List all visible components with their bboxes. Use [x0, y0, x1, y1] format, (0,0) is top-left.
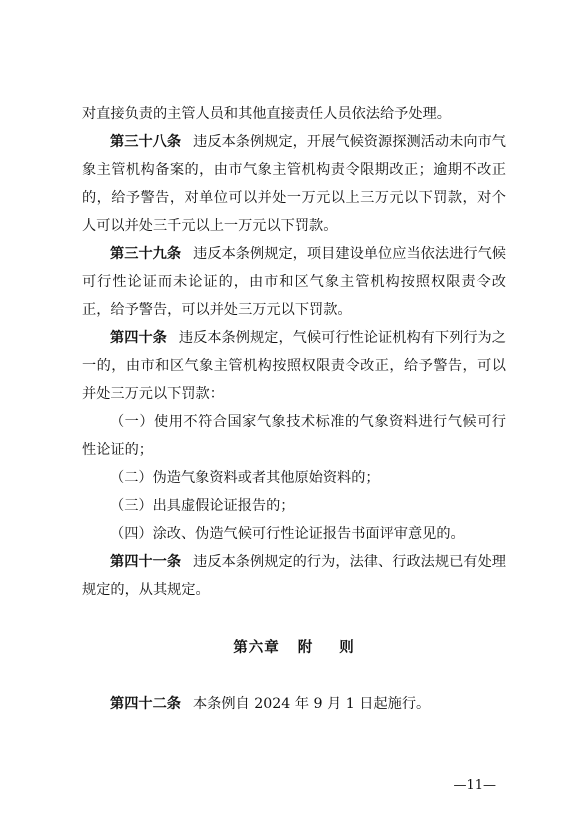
list-item-text: （一）使用不符合国家气象技术标准的气象资料进行气候可行性论证的； [82, 414, 506, 458]
article-40-item-2 [82, 464, 506, 492]
article-text: 违反本条例规定，项目建设单位应当依法进行气候可行性论证而未论证的，由市和区气象主管机构按照权限责令改正，给予警告，可以并处三万元以下罚款。 [82, 246, 506, 318]
article-text: 违反本条例规定的行为，法律、行政法规已有处理规定的，从其规定。 [82, 554, 506, 598]
article-number: 第四十二条 [110, 696, 181, 712]
chapter-heading [82, 634, 506, 662]
article-42 [82, 690, 506, 718]
article-40-item-3 [82, 492, 506, 520]
article-number: 第四十一条 [110, 554, 182, 570]
page-number: —11— [453, 778, 496, 793]
article-text: 违反本条例规定，开展气候资源探测活动未向市气象主管机构备案的，由市气象主管机构责令限期改正；逾期不改正的，给予警告，对单位可以并处一万元以上三万元以下罚款，对个人可以并处三千元以上一万元以下罚款。 [82, 134, 506, 234]
article-number: 第三十八条 [110, 134, 182, 150]
article-38 [82, 128, 506, 240]
document-page [82, 100, 506, 718]
article-40-item-4 [82, 520, 506, 548]
list-item-text: （二）伪造气象资料或者其他原始资料的； [110, 470, 380, 486]
chapter-title-part: 附 [297, 640, 314, 656]
article-number: 第四十条 [110, 330, 167, 346]
list-item-text: （四）涂改、伪造气候可行性论证报告书面评审意见的。 [110, 526, 465, 542]
article-number: 第三十九条 [110, 246, 182, 262]
article-39 [82, 240, 506, 324]
article-text: 本条例自 2024 年 9 月 1 日起施行。 [192, 696, 431, 712]
chapter-title-part: 则 [339, 640, 355, 656]
chapter-number: 第六章 [233, 640, 280, 656]
article-40-item-1 [82, 408, 506, 464]
article-40 [82, 324, 506, 408]
paragraph-text: 对直接负责的主管人员和其他直接责任人员依法给予处理。 [82, 106, 451, 122]
paragraph-continuation [82, 100, 506, 128]
list-item-text: （三）出具虚假论证报告的； [110, 498, 295, 514]
article-text: 违反本条例规定，气候可行性论证机构有下列行为之一的，由市和区气象主管机构按照权限责令改正，给予警告，可以并处三万元以下罚款： [82, 330, 506, 402]
article-41 [82, 548, 506, 604]
